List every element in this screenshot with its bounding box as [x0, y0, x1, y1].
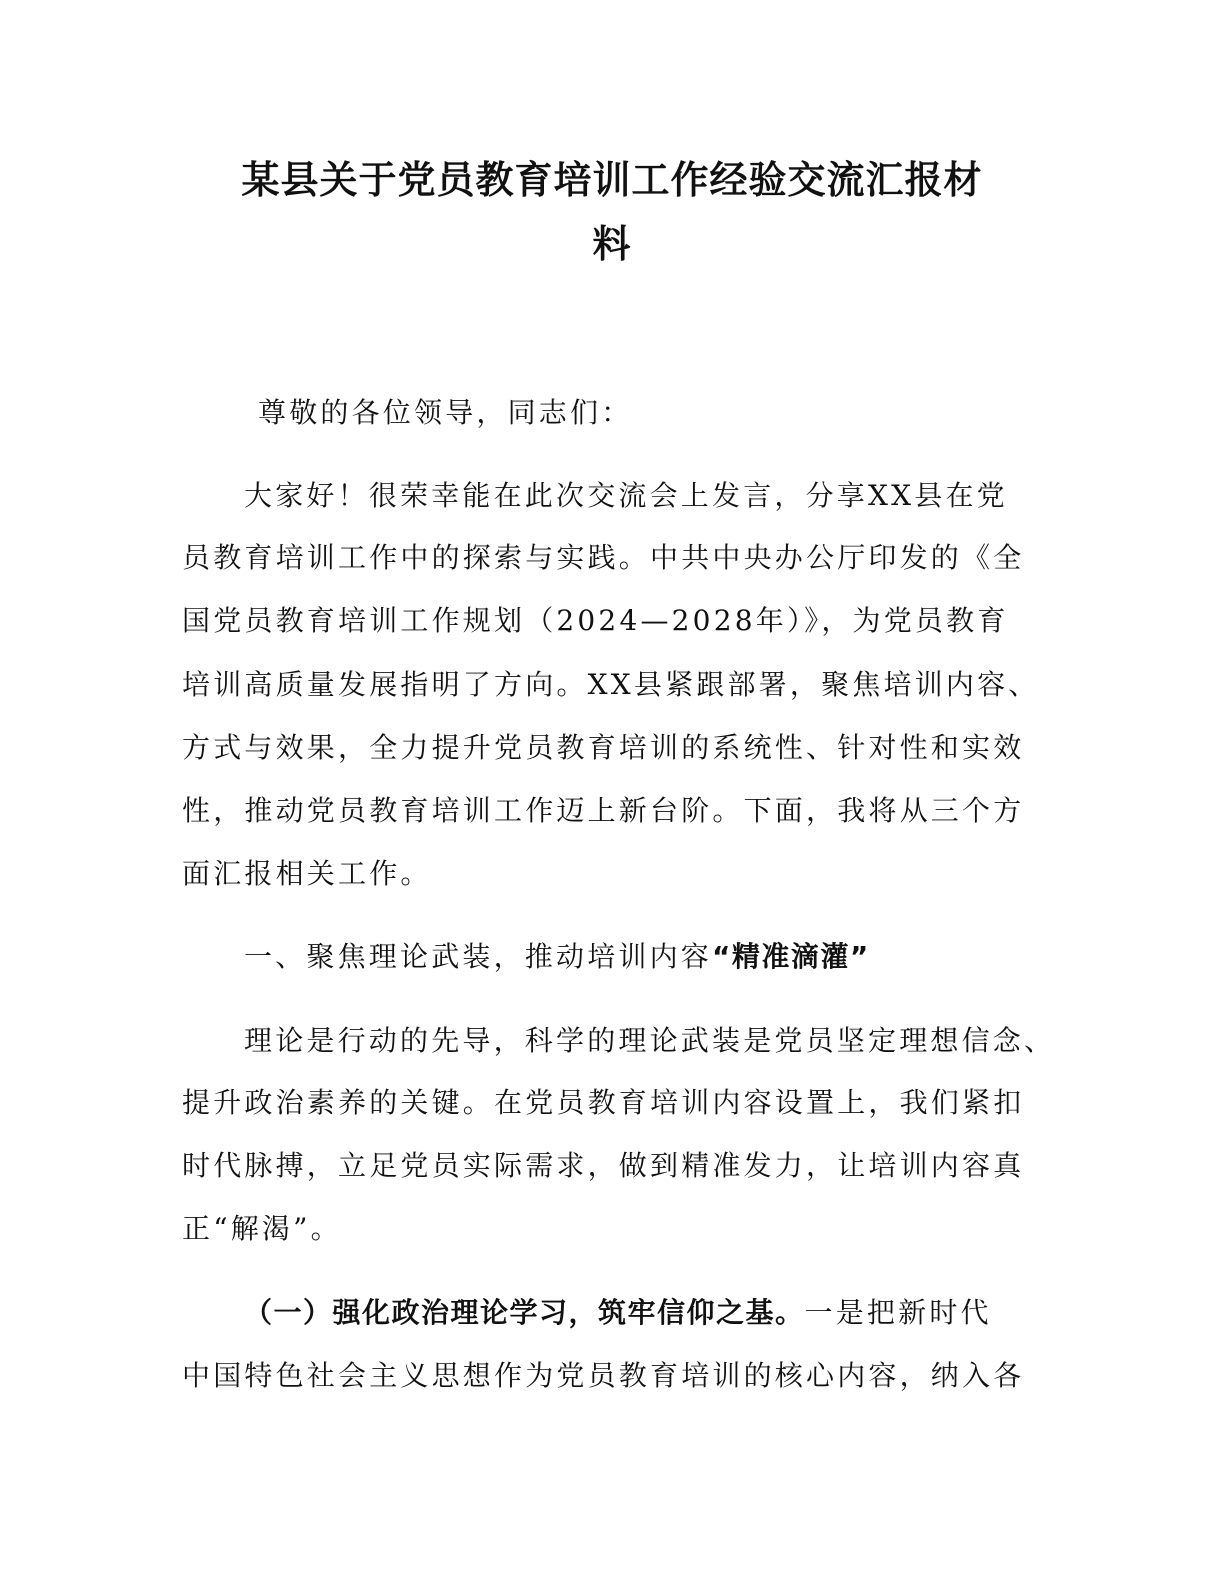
- body-line: 正“解渴”。: [182, 1212, 342, 1245]
- intro-line: 面汇报相关工作。: [182, 857, 432, 890]
- intro-line: 培训高质量发展指明了方向。XX县紧跟部署，聚焦培训内容、: [182, 668, 1040, 701]
- body-line: 提升政治素养的关键。在党员教育培训内容设置上，我们紧扣: [182, 1086, 1025, 1119]
- subsection-heading: （一）强化政治理论学习，筑牢信仰之基。: [244, 1296, 805, 1329]
- subsection-line: [244, 1293, 992, 1333]
- title-line: 某县关于党员教育培训工作经验交流汇报材: [241, 158, 983, 202]
- body-line: 时代脉搏，立足党员实际需求，做到精准发力，让培训内容真: [182, 1149, 1025, 1182]
- section-heading-highlight: “精准滴灌”: [712, 940, 870, 973]
- salutation: 尊敬的各位领导，同志们：: [258, 396, 633, 429]
- intro-line: 国党员教育培训工作规划（2024—2028年）》，为党员教育: [182, 604, 1009, 637]
- intro-line: 性，推动党员教育培训工作迈上新台阶。下面，我将从三个方: [182, 794, 1025, 827]
- document-title: [170, 148, 1054, 276]
- body-line: 理论是行动的先导，科学的理论武装是党员坚定理想信念、: [244, 1024, 1056, 1057]
- section-heading: [244, 937, 870, 977]
- body-line: 中国特色社会主义思想作为党员教育培训的核心内容，纳入各: [182, 1359, 1025, 1392]
- intro-line: 方式与效果，全力提升党员教育培训的系统性、针对性和实效: [182, 731, 1025, 764]
- subsection-text: 一是把新时代: [804, 1296, 992, 1329]
- title-line: 料: [592, 222, 632, 266]
- section-heading-text: 一、聚焦理论武装，推动培训内容: [244, 940, 713, 973]
- intro-line: 员教育培训工作中的探索与实践。中共中央办公厅印发的《全: [182, 541, 1025, 574]
- intro-line: 大家好！很荣幸能在此次交流会上发言，分享XX县在党: [244, 479, 1008, 512]
